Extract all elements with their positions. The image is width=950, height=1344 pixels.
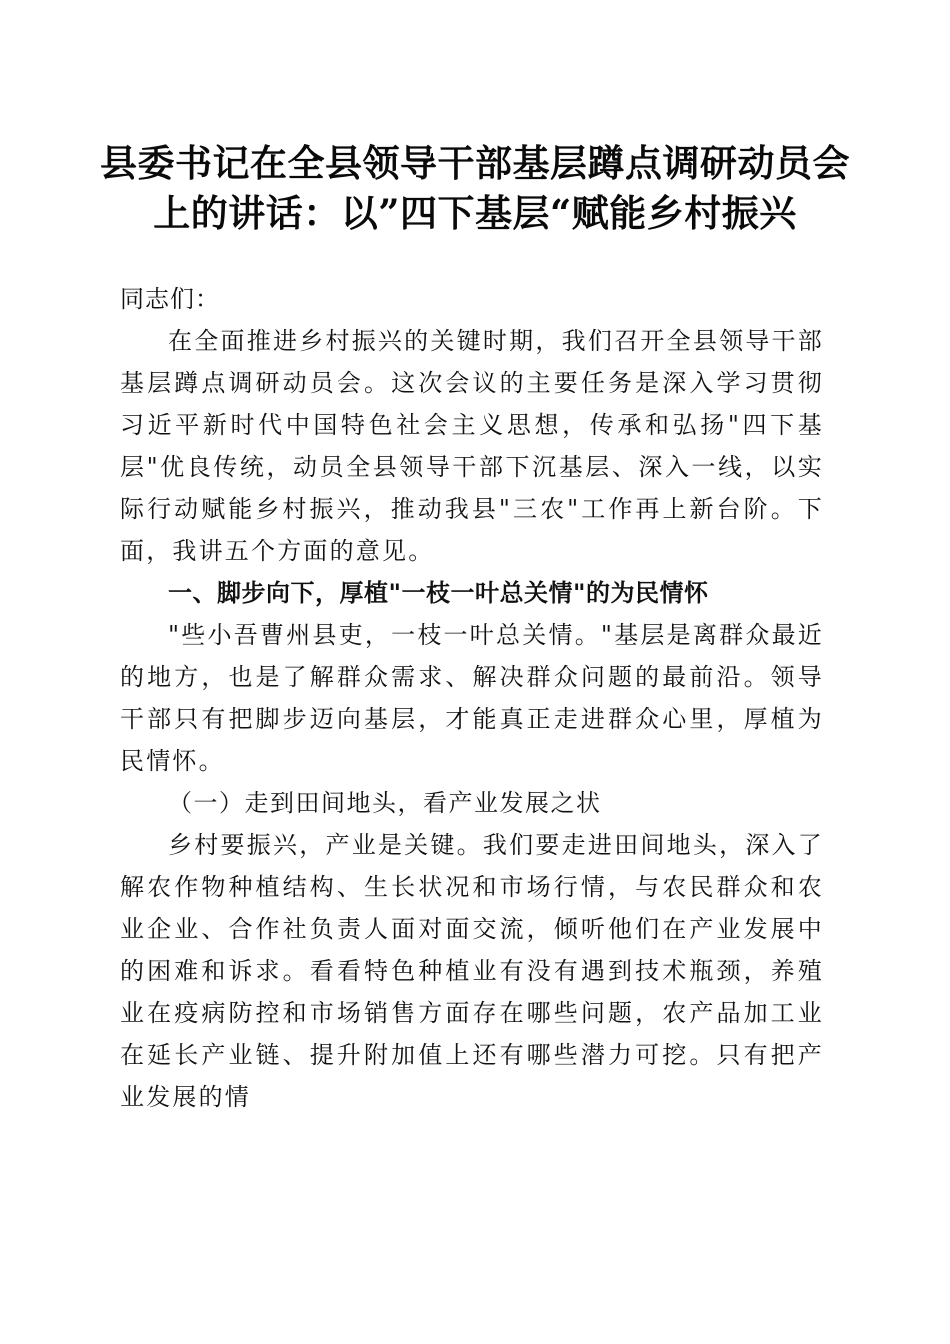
document-title: 县委书记在全县领导干部基层蹲点调研动员会上的讲话：以”四下基层“赋能乡村振兴 (100, 141, 850, 235)
intro-paragraph: 在全面推进乡村振兴的关键时期，我们召开全县领导干部基层蹲点调研动员会。这次会议的主要任务是深入学习贯彻习近平新时代中国特色社会主义思想，传承和弘扬"四下基层"优良传统，动员全县领导干部下沉基层、深入一线，以实际行动赋能乡村振兴，推动我县"三农"工作再上新台阶。下面，我讲五个方面的意见。 (120, 327, 824, 565)
document-body (120, 278, 824, 1118)
salutation: 同志们： (120, 285, 220, 313)
section-1-paragraph: "些小吾曹州县吏，一枝一叶总关情。"基层是离群众最近的地方，也是了解群众需求、解决群众问题的最前沿。领导干部只有把脚步迈向基层，才能真正走进群众心里，厚植为民情怀。 (120, 621, 824, 775)
section-heading-1: 一、脚步向下，厚植"一枝一叶总关情"的为民情怀 (168, 579, 709, 607)
subsection-1-paragraph: 乡村要振兴，产业是关键。我们要走进田间地头，深入了解农作物种植结构、生长状况和市场行情，与农民群众和农业企业、合作社负责人面对面交流，倾听他们在产业发展中的困难和诉求。看看特色种植业有没有遇到技术瓶颈，养殖业在疫病防控和市场销售方面存在哪些问题，农产品加工业在延长产业链、提升附加值上还有哪些潜力可挖。只有把产业发展的情 (120, 831, 824, 1111)
subsection-heading-1: （一）走到田间地头，看产业发展之状 (168, 789, 602, 817)
